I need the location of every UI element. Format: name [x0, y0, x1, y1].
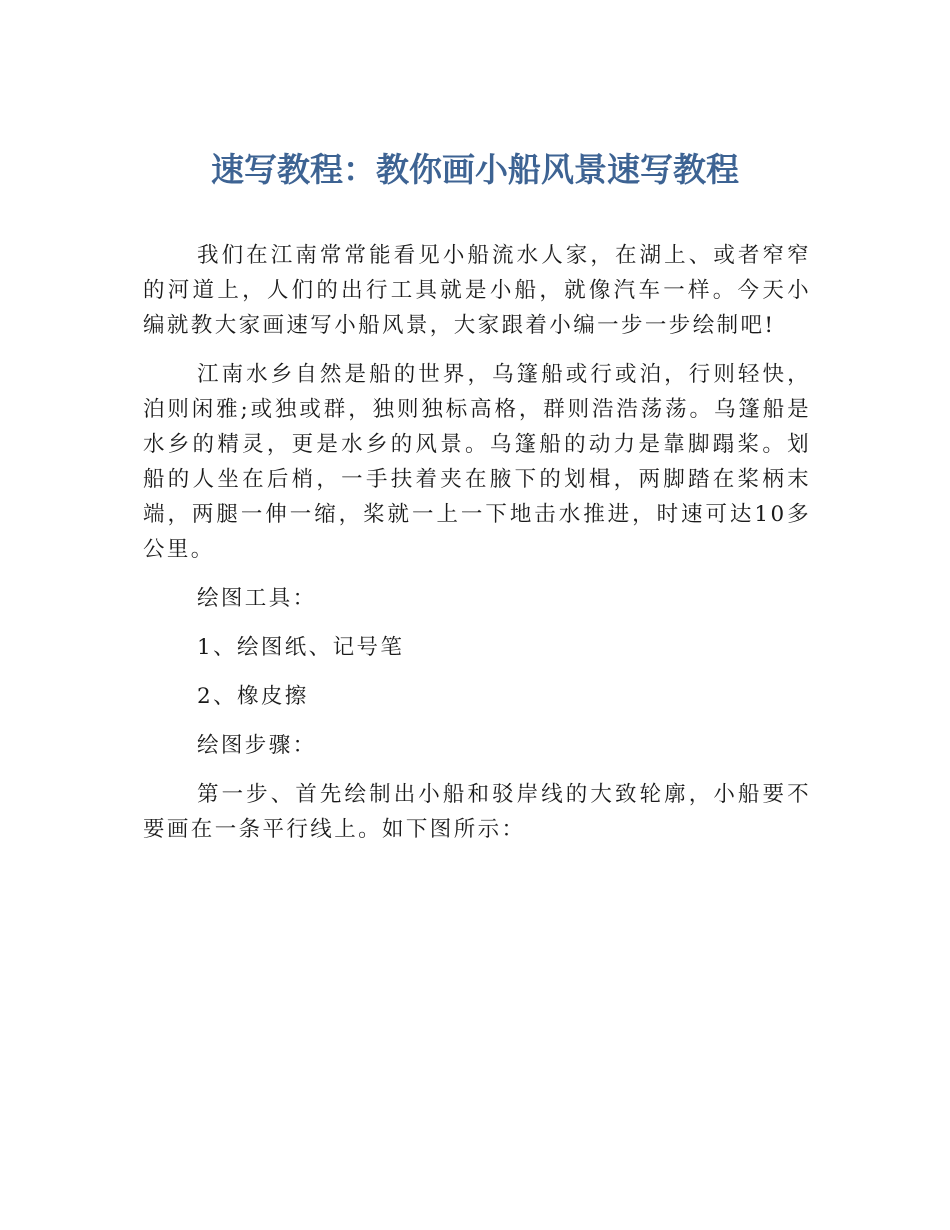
document-body: [143, 238, 811, 861]
paragraph-step-1: 第一步、首先绘制出小船和驳岸线的大致轮廓，小船要不要画在一条平行线上。如下图所示：: [143, 782, 811, 842]
document-title: 速写教程：教你画小船风景速写教程: [211, 150, 739, 189]
paragraph-tool-2: 2、橡皮擦: [197, 684, 309, 709]
paragraph-steps-heading: 绘图步骤：: [197, 733, 317, 758]
paragraph-intro: 我们在江南常常能看见小船流水人家，在湖上、或者窄窄的河道上，人们的出行工具就是小船，就像汽车一样。今天小编就教大家画速写小船风景，大家跟着小编一步一步绘制吧!: [143, 243, 811, 338]
paragraph-tool-1: 1、绘图纸、记号笔: [197, 635, 405, 660]
paragraph-tools-heading: 绘图工具：: [197, 586, 317, 611]
paragraph-wupeng-boat: 江南水乡自然是船的世界，乌篷船或行或泊，行则轻快，泊则闲雅;或独或群，独则独标高格，群则浩浩荡荡。乌篷船是水乡的精灵，更是水乡的风景。乌篷船的动力是靠脚蹋桨。划船的人坐在后梢，一手扶着夹在腋下的划楫，两脚踏在桨柄末端，两腿一伸一缩，桨就一上一下地击水推进，时速可达10多公里。: [143, 362, 811, 562]
